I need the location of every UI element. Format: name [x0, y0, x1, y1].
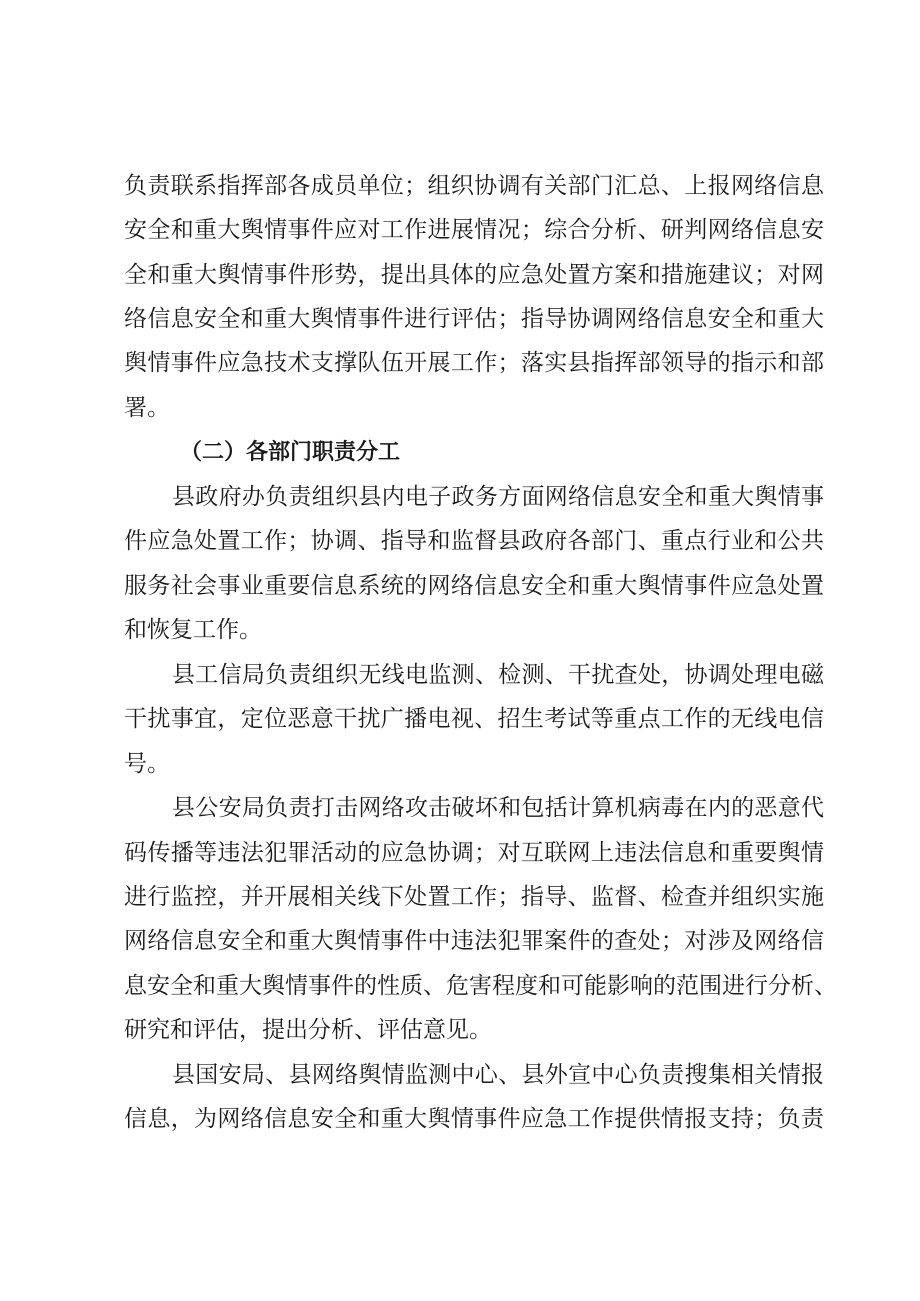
text-line: 网络信息安全和重大舆情事件中违法犯罪案件的查处；对涉及网络信 [124, 928, 824, 954]
text-line: 县政府办负责组织县内电子政务方面网络信息安全和重大舆情事 [172, 484, 824, 510]
text-line: 负责联系指挥部各成员单位；组织协调有关部门汇总、上报网络信息 [124, 173, 824, 199]
text-line: 息安全和重大舆情事件的性质、危害程度和可能影响的范围进行分析、 [124, 973, 837, 999]
text-line: 县公安局负责打击网络攻击破坏和包括计算机病毒在内的恶意代 [172, 795, 824, 821]
text-line: 信息，为网络信息安全和重大舆情事件应急工作提供情报支持；负责 [124, 1106, 824, 1132]
text-line: 安全和重大舆情事件应对工作进展情况；综合分析、研判网络信息安 [124, 217, 824, 243]
text-line: 和恢复工作。 [124, 617, 262, 643]
text-line: 号。 [124, 751, 170, 777]
text-line: 舆情事件应急技术支撑队伍开展工作；落实县指挥部领导的指示和部 [124, 350, 824, 376]
text-line: 研究和评估，提出分析、评估意见。 [124, 1017, 492, 1043]
text-line: 络信息安全和重大舆情事件进行评估；指导协调网络信息安全和重大 [124, 306, 824, 332]
text-line: 县国安局、县网络舆情监测中心、县外宣中心负责搜集相关情报 [172, 1062, 824, 1088]
text-line: 码传播等违法犯罪活动的应急协调；对互联网上违法信息和重要舆情 [124, 840, 824, 866]
text-line: 进行监控，并开展相关线下处置工作；指导、监督、检查并组织实施 [124, 884, 824, 910]
text-line: 全和重大舆情事件形势，提出具体的应急处置方案和措施建议；对网 [124, 262, 824, 288]
text-line: 服务社会事业重要信息系统的网络信息安全和重大舆情事件应急处置 [124, 573, 824, 599]
text-line: 件应急处置工作；协调、指导和监督县政府各部门、重点行业和公共 [124, 528, 824, 554]
text-line: 署。 [124, 395, 170, 421]
text-line: 干扰事宜，定位恶意干扰广播电视、招生考试等重点工作的无线电信 [124, 706, 824, 732]
text-line: 县工信局负责组织无线电监测、检测、干扰查处，协调处理电磁 [172, 662, 824, 688]
section-heading: （二）各部门职责分工 [180, 440, 401, 465]
